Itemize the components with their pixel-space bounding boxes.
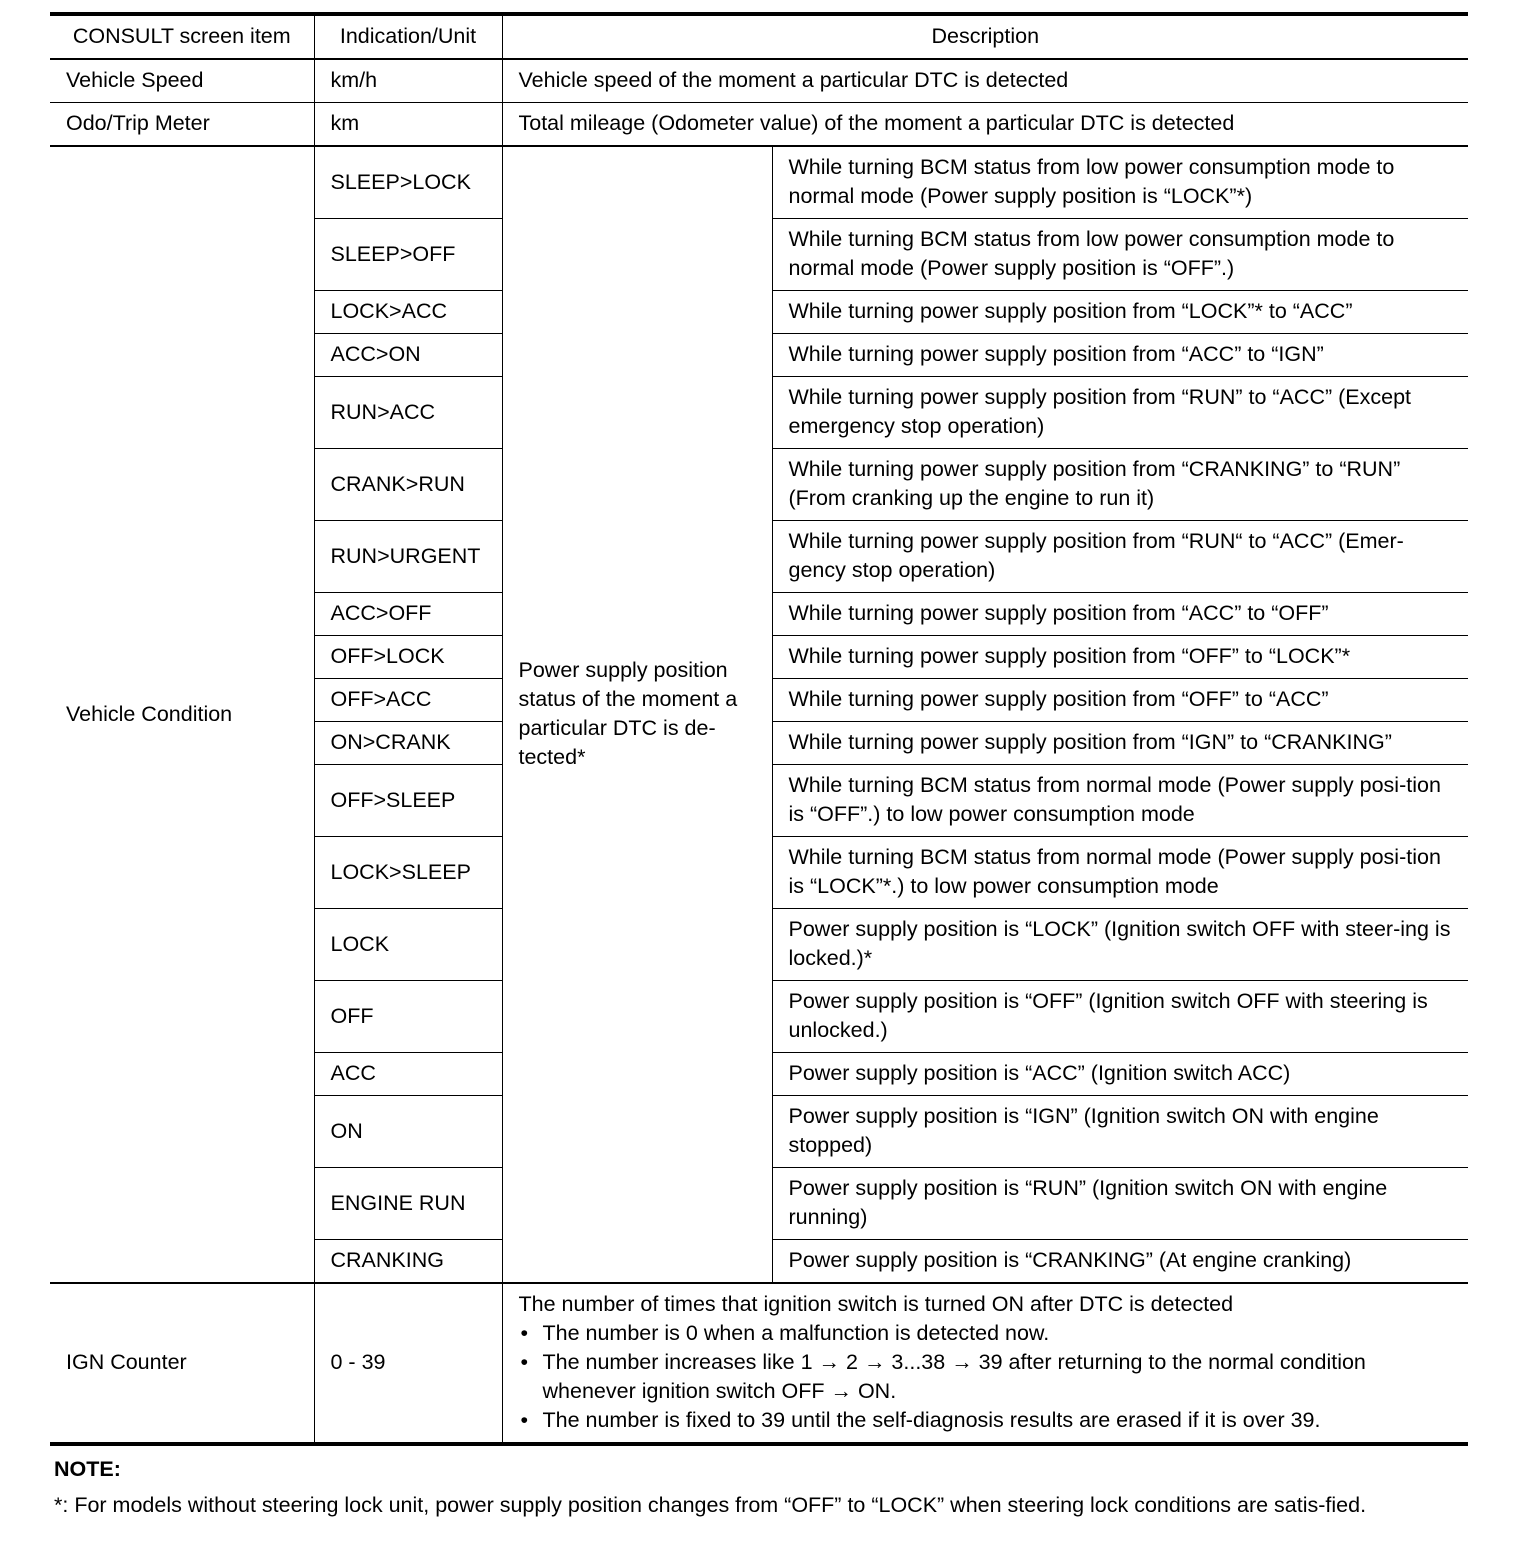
description-cell: While turning power supply position from “OFF” to “ACC” bbox=[772, 679, 1468, 722]
note-block bbox=[50, 1454, 1468, 1520]
header-row bbox=[50, 14, 1468, 59]
description-cell: Vehicle speed of the moment a particular DTC is detected bbox=[502, 59, 1468, 103]
table-row bbox=[50, 146, 1468, 219]
description-cell bbox=[502, 1283, 1468, 1444]
description-cell: While turning power supply position from “RUN“ to “ACC” (Emer-gency stop operation) bbox=[772, 521, 1468, 593]
indication-cell: RUN>URGENT bbox=[314, 521, 502, 593]
ign-counter-bullets bbox=[519, 1319, 1459, 1435]
item-cell: Odo/Trip Meter bbox=[50, 103, 314, 147]
indication-cell: OFF>ACC bbox=[314, 679, 502, 722]
unit-cell: km/h bbox=[314, 59, 502, 103]
description-cell: While turning BCM status from low power consumption mode to normal mode (Power supply position is “LOCK”*) bbox=[772, 146, 1468, 219]
bullet-item: • The number is 0 when a malfunction is detected now. bbox=[519, 1319, 1459, 1348]
description-cell: Power supply position is “IGN” (Ignition switch ON with engine stopped) bbox=[772, 1096, 1468, 1168]
indication-cell: OFF>SLEEP bbox=[314, 765, 502, 837]
indication-cell: LOCK bbox=[314, 909, 502, 981]
description-cell: While turning BCM status from normal mode (Power supply posi-tion is “LOCK”*.) to low power consumption mode bbox=[772, 837, 1468, 909]
indication-cell: CRANK>RUN bbox=[314, 449, 502, 521]
indication-cell: ON bbox=[314, 1096, 502, 1168]
header-item: CONSULT screen item bbox=[50, 14, 314, 59]
unit-cell: 0 - 39 bbox=[314, 1283, 502, 1444]
bullet-item: • The number is fixed to 39 until the self-diagnosis results are erased if it is over 39. bbox=[519, 1406, 1459, 1435]
indication-cell: CRANKING bbox=[314, 1240, 502, 1284]
description-cell: Power supply position is “ACC” (Ignition switch ACC) bbox=[772, 1053, 1468, 1096]
bullet-item: • The number increases like 1 → 2 → 3...38 → 39 after returning to the normal condition whenever ignition switch OFF → ON. bbox=[519, 1348, 1459, 1406]
table-row bbox=[50, 1283, 1468, 1444]
description-cell: While turning power supply position from “OFF” to “LOCK”* bbox=[772, 636, 1468, 679]
header-description: Description bbox=[502, 14, 1468, 59]
indication-cell: OFF>LOCK bbox=[314, 636, 502, 679]
description-cell: While turning power supply position from “IGN” to “CRANKING” bbox=[772, 722, 1468, 765]
spec-sheet bbox=[50, 12, 1468, 1520]
indication-cell: ON>CRANK bbox=[314, 722, 502, 765]
description-cell: Power supply position is “LOCK” (Ignition switch OFF with steer-ing is locked.)* bbox=[772, 909, 1468, 981]
indication-cell: ACC>OFF bbox=[314, 593, 502, 636]
indication-cell: LOCK>ACC bbox=[314, 291, 502, 334]
indication-cell: ACC bbox=[314, 1053, 502, 1096]
description-cell: Total mileage (Odometer value) of the moment a particular DTC is detected bbox=[502, 103, 1468, 147]
indication-cell: ENGINE RUN bbox=[314, 1168, 502, 1240]
indication-cell: SLEEP>OFF bbox=[314, 219, 502, 291]
description-cell: Power supply position is “CRANKING” (At engine cranking) bbox=[772, 1240, 1468, 1284]
description-cell: While turning power supply position from “RUN” to “ACC” (Except emergency stop operation) bbox=[772, 377, 1468, 449]
item-cell: Vehicle Condition bbox=[50, 146, 314, 1283]
description-cell: While turning power supply position from “ACC” to “OFF” bbox=[772, 593, 1468, 636]
item-cell: IGN Counter bbox=[50, 1283, 314, 1444]
description-cell: While turning power supply position from “CRANKING” to “RUN” (From cranking up the engine to run it) bbox=[772, 449, 1468, 521]
indication-cell: RUN>ACC bbox=[314, 377, 502, 449]
unit-cell: km bbox=[314, 103, 502, 147]
consult-item-table bbox=[50, 12, 1468, 1446]
indication-cell: LOCK>SLEEP bbox=[314, 837, 502, 909]
indication-cell: OFF bbox=[314, 981, 502, 1053]
header-unit: Indication/Unit bbox=[314, 14, 502, 59]
summary-cell: Power supply position status of the moment a particular DTC is de-tected* bbox=[502, 146, 772, 1283]
description-cell: While turning power supply position from “LOCK”* to “ACC” bbox=[772, 291, 1468, 334]
indication-cell: SLEEP>LOCK bbox=[314, 146, 502, 219]
description-cell: Power supply position is “RUN” (Ignition switch ON with engine running) bbox=[772, 1168, 1468, 1240]
ign-counter-intro: The number of times that ignition switch is turned ON after DTC is detected bbox=[518, 1292, 1234, 1316]
note-title: NOTE: bbox=[54, 1457, 121, 1481]
description-cell: Power supply position is “OFF” (Ignition switch OFF with steering is unlocked.) bbox=[772, 981, 1468, 1053]
note-text: *: For models without steering lock unit, power supply position changes from “OFF” to “LOCK” when steering lock conditions are satis-fied. bbox=[54, 1493, 1367, 1517]
description-cell: While turning power supply position from “ACC” to “IGN” bbox=[772, 334, 1468, 377]
indication-cell: ACC>ON bbox=[314, 334, 502, 377]
item-cell: Vehicle Speed bbox=[50, 59, 314, 103]
description-cell: While turning BCM status from low power consumption mode to normal mode (Power supply position is “OFF”.) bbox=[772, 219, 1468, 291]
table-row bbox=[50, 59, 1468, 103]
description-cell: While turning BCM status from normal mode (Power supply posi-tion is “OFF”.) to low power consumption mode bbox=[772, 765, 1468, 837]
table-row bbox=[50, 103, 1468, 147]
